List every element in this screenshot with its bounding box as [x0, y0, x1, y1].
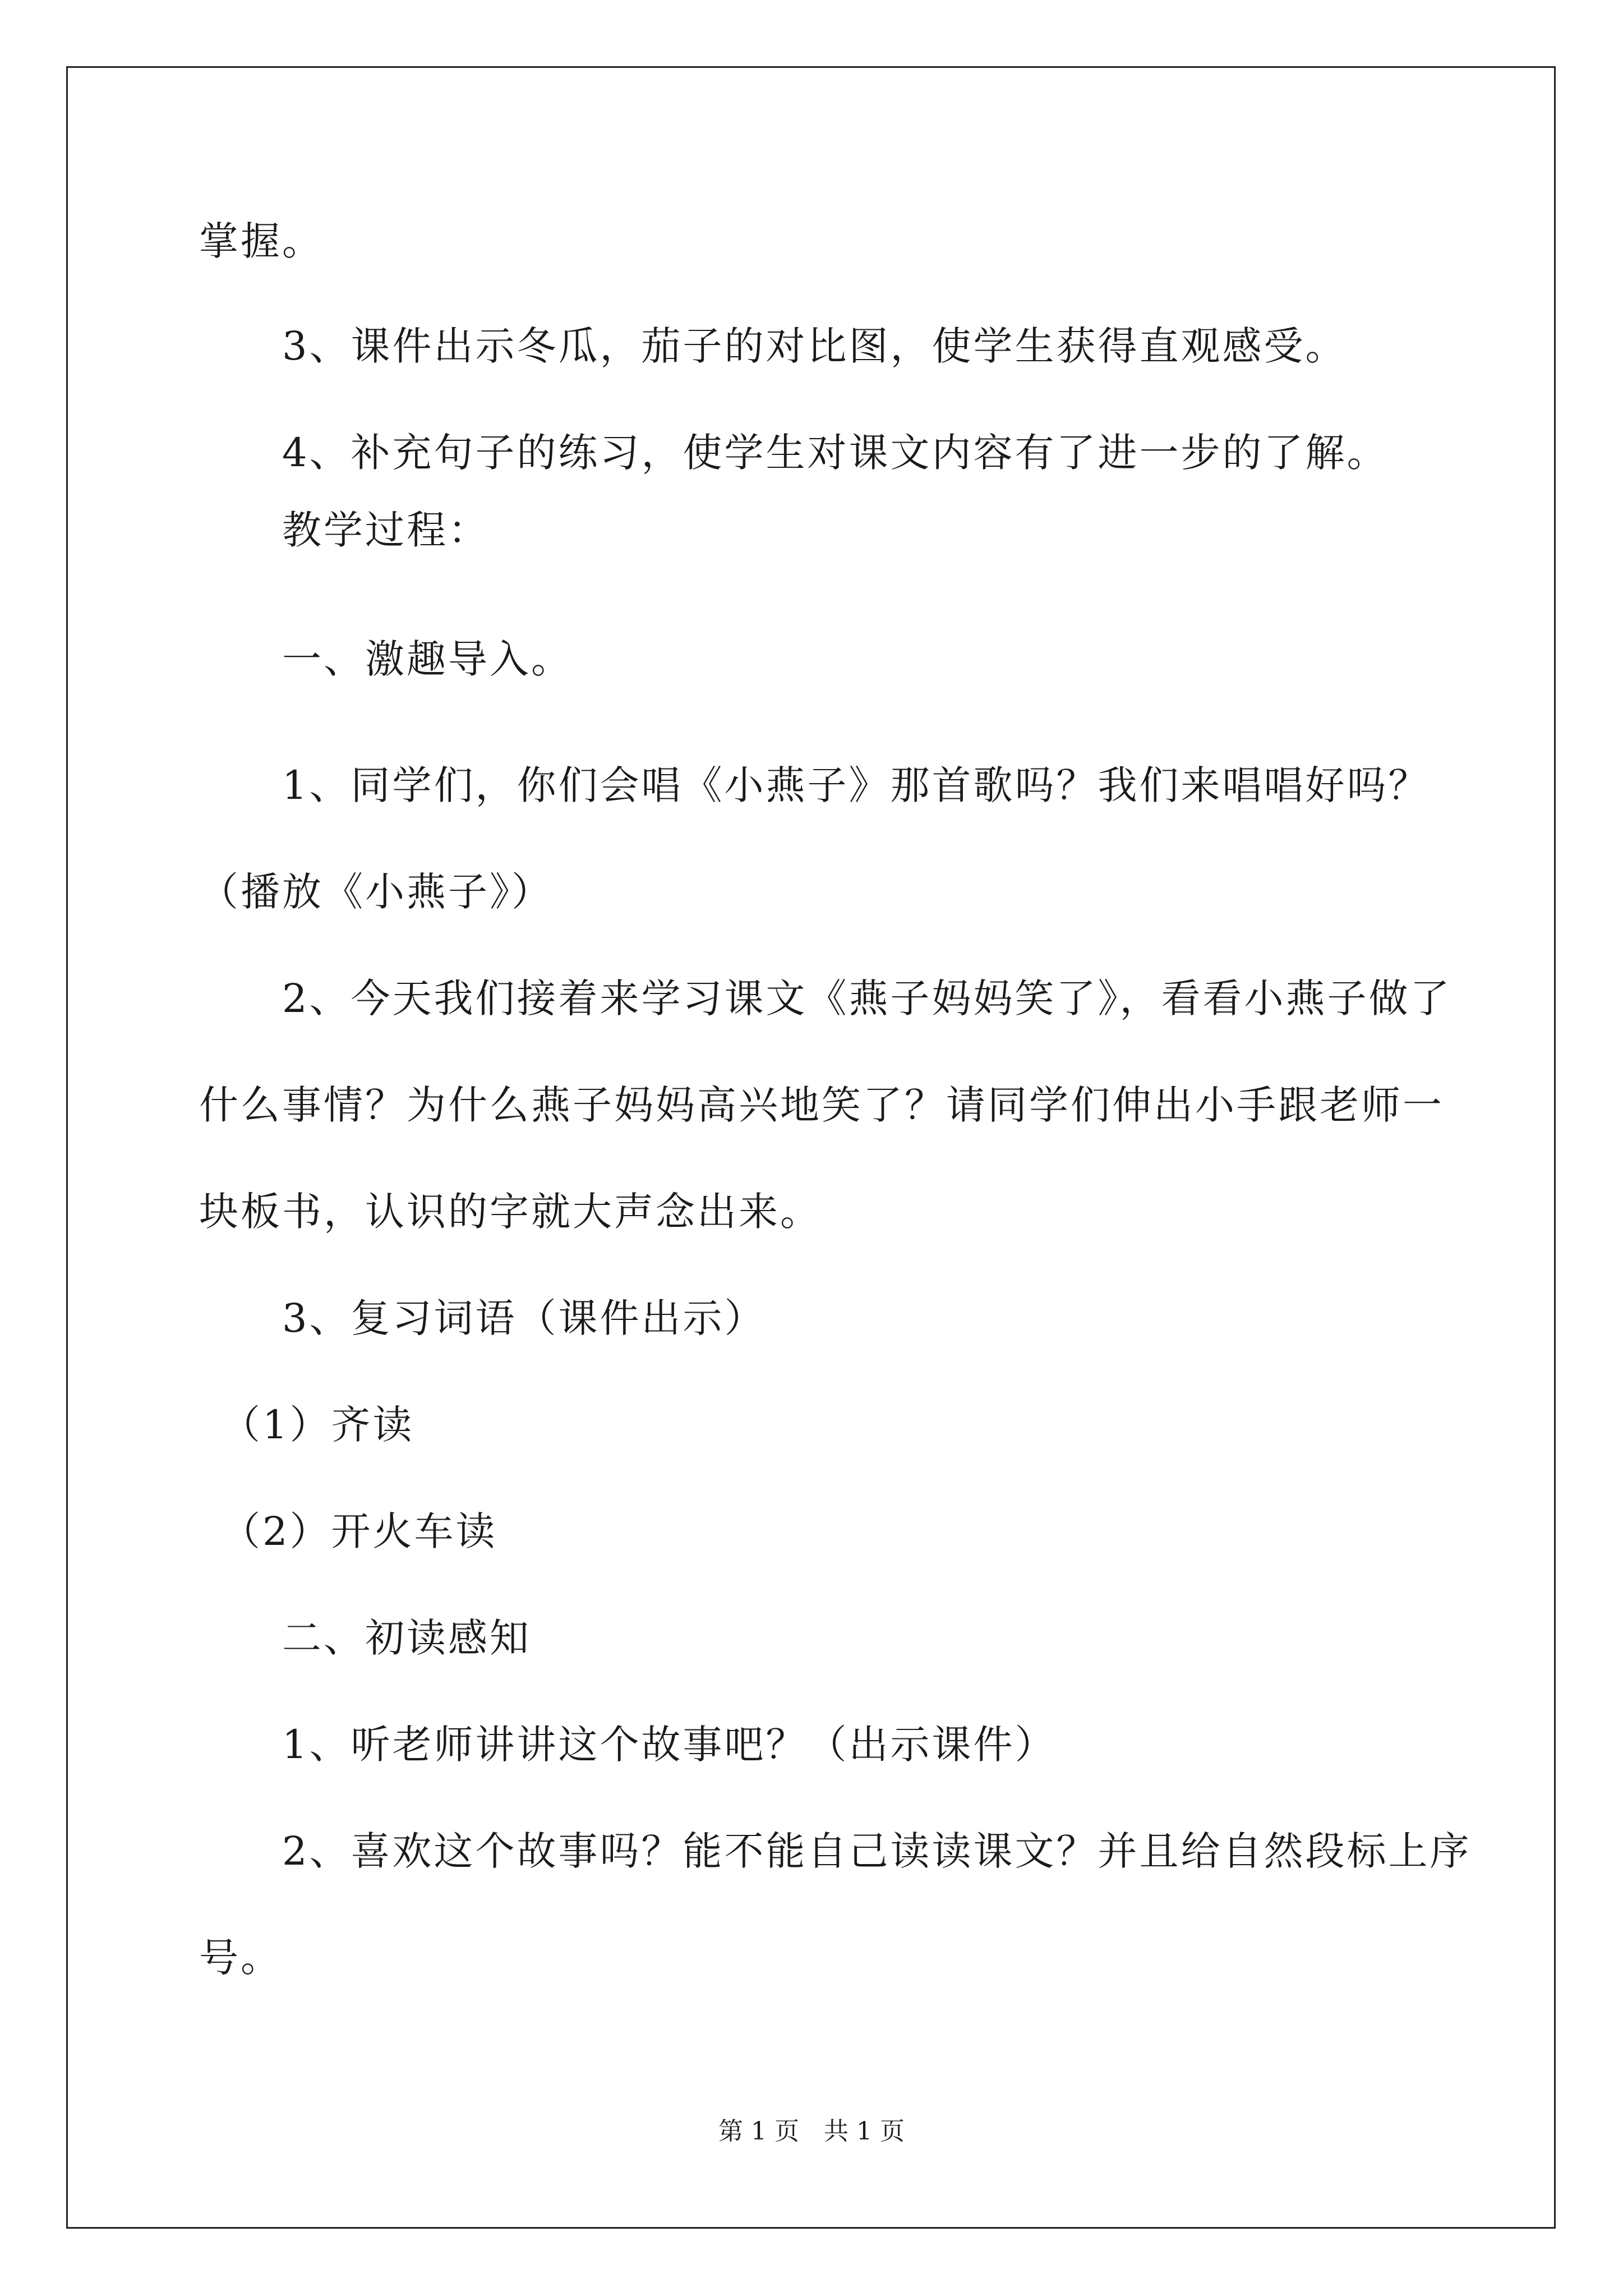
paragraph-line: 1、同学们，你们会唱《小燕子》那首歌吗？我们来唱唱好吗？: [199, 762, 1430, 808]
paragraph-line: 3、复习词语（课件出示）: [199, 1295, 766, 1341]
paragraph-line: 块板书，认识的字就大声念出来。: [199, 1189, 822, 1235]
page-number-footer: 第 1 页 共 1 页: [718, 2117, 905, 2146]
paragraph-line: 教学过程：: [199, 507, 490, 553]
paragraph-line: 掌握。: [199, 218, 324, 264]
paragraph-line: 2、今天我们接着来学习课文《燕子妈妈笑了》，看看小燕子做了: [199, 976, 1452, 1022]
paragraph-line: 二、初读感知: [199, 1615, 531, 1661]
paragraph-line: 什么事情？为什么燕子妈妈高兴地笑了？请同学们伸出小手跟老师一: [199, 1082, 1444, 1128]
paragraph-line: 一、激趣导入。: [199, 636, 573, 682]
paragraph-line: 3、课件出示冬瓜，茄子的对比图，使学生获得直观感受。: [199, 323, 1347, 369]
paragraph-line: （2）开火车读: [199, 1508, 497, 1554]
paragraph-line: 1、听老师讲讲这个故事吧？（出示课件）: [199, 1722, 1057, 1768]
paragraph-line: （播放《小燕子》）: [199, 869, 553, 915]
paragraph-line: 4、补充句子的练习，使学生对课文内容有了进一步的了解。: [199, 430, 1389, 476]
paragraph-line: （1）齐读: [199, 1402, 414, 1448]
paragraph-line: 号。: [199, 1935, 282, 1981]
page-border: [66, 66, 1556, 2229]
paragraph-line: 2、喜欢这个故事吗？能不能自己读读课文？并且给自然段标上序: [199, 1828, 1472, 1874]
